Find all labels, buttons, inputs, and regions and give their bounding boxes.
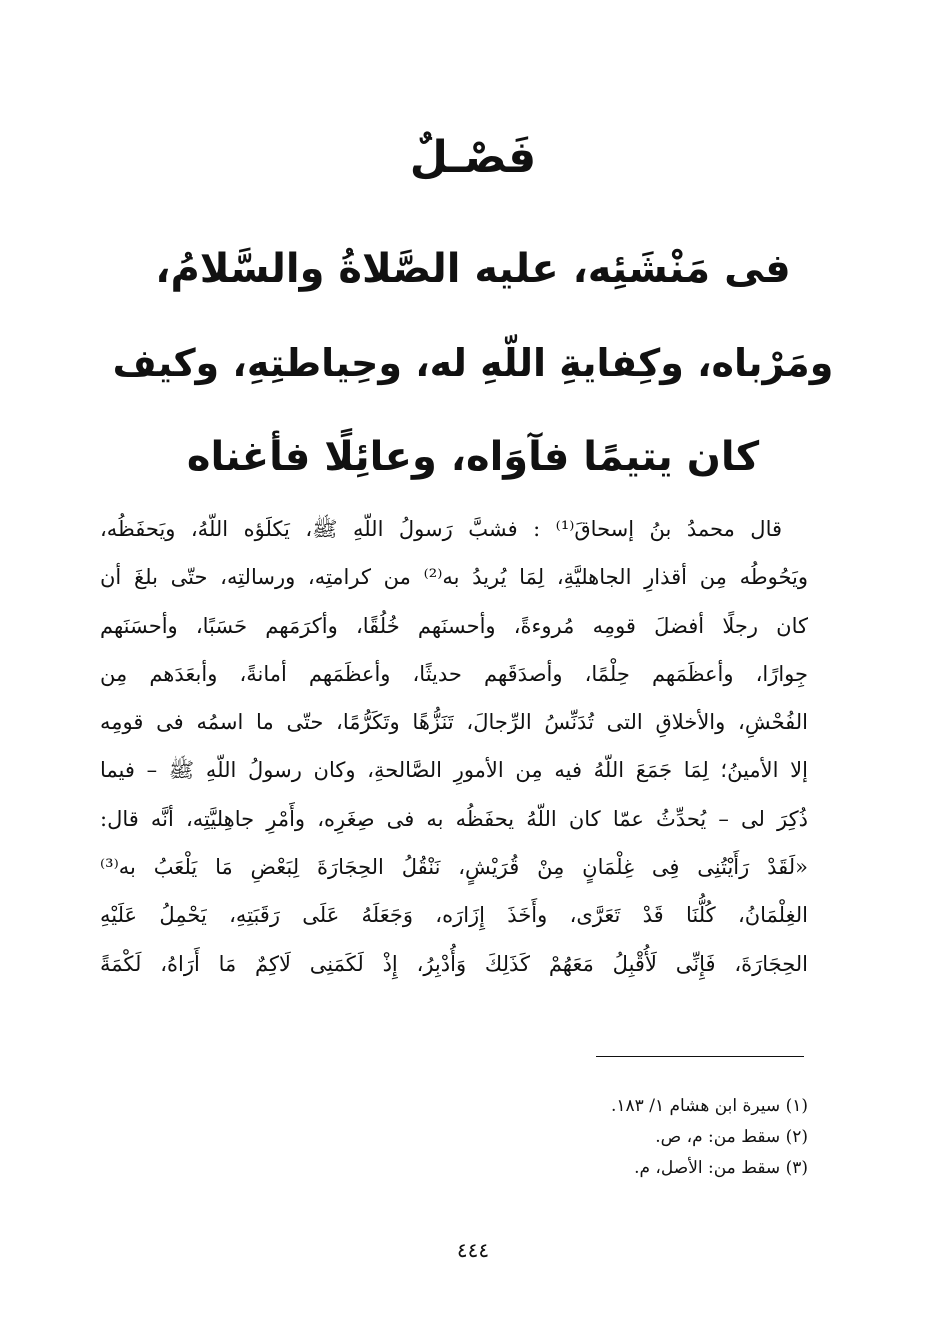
page-number: ٤٤٤ — [456, 1238, 490, 1262]
body-line: جِوارًا، وأعظَمَهم حِلْمًا، وأصدَقَهم حديثًا، وأعظَمَهم أمانةً، وأبعَدَهم مِن — [100, 661, 808, 686]
footnotes — [300, 1091, 808, 1184]
body-line: الغِلْمَانُ، كُلُّنَا قَدْ تَعَرَّى، وأَخَذَ إِزَارَه، وَجَعَلَهُ عَلَى رَقَبَتِهِ، يَحْمِلُ عَلَيْهِ — [100, 903, 808, 928]
body-line: ذُكِرَ لى – يُحدِّثُ عمّا كان اللّهُ يحفَظُه به فى صِغَرِه، وأَمْرِ جاهِليَّتِه، أنَّه قال: — [100, 806, 808, 831]
body-line: إلا الأمينُ؛ لِمَا جَمَعَ اللّهُ فيه مِن الأمورِ الصَّالحةِ، وكان رسولُ اللّهِ ﷺ – فيما — [100, 758, 808, 783]
title-line-3: كان يتيمًا فآوَاه، وعائِلًا فأغناه — [186, 434, 760, 480]
title-line-2: ومَرْباه، وكِفايةِ اللّهِ له، وحِياطتِهِ، وكيف — [112, 341, 834, 385]
footnote-3: (٣) سقط من: الأصل، م. — [634, 1158, 808, 1178]
footnote-1: (١) سيرة ابن هشام ١/ ١٨٣. — [610, 1096, 808, 1116]
body-line: الفُحْشِ، والأخلاقِ التى تُدَنِّسُ الرِّجالَ، تَنَزُّهًا وتَكَرُّمًا، حتّى ما اسمُه فى قومِه — [100, 710, 808, 735]
body-line: ويَحُوطُه مِن أقذارِ الجاهليَّةِ، لِمَا يُريدُ به⁽²⁾ من كرامتِه، ورسالتِه، حتّى بلغَ أن — [100, 565, 808, 590]
title-line-1: فى مَنْشَئِه، عليه الصَّلاةُ والسَّلامُ، — [155, 246, 791, 292]
body-line: قال محمدُ بنُ إسحاقَ⁽¹⁾ : فشبَّ رَسولُ اللّهِ ﷺ، يَكلَؤه اللّهُ، ويَحفَظُه، — [100, 517, 783, 541]
chapter-heading: فَصْـلٌ — [409, 132, 537, 183]
body-text — [100, 505, 808, 988]
footnote-2: (٢) سقط من: م، ص. — [655, 1127, 808, 1147]
section-title — [110, 222, 836, 504]
body-line: الحِجَارَةَ، فَإِنِّى لَأُقْبِلُ مَعَهُمْ كَذَلِكَ وَأُدْبِرُ، إِذْ لَكَمَنِى لَاكِمٌ مَا أَرَاهُ، لَكْمَةً — [100, 951, 808, 976]
footnote-divider — [596, 1056, 804, 1057]
body-line: كان رجلًا أفضلَ قومِه مُروءةً، وأحسنَهم خُلُقًا، وأكرَمَهم حَسَبًا، وأحسَنَهم — [100, 613, 808, 638]
body-line: «لَقَدْ رَأَيْتُنِى فِى غِلْمَانٍ مِنْ قُرَيْشٍ، نَنْقُلُ الحِجَارَةَ لِبَعْضِ مَا يَلْعَبُ به⁽³⁾ — [100, 855, 808, 880]
